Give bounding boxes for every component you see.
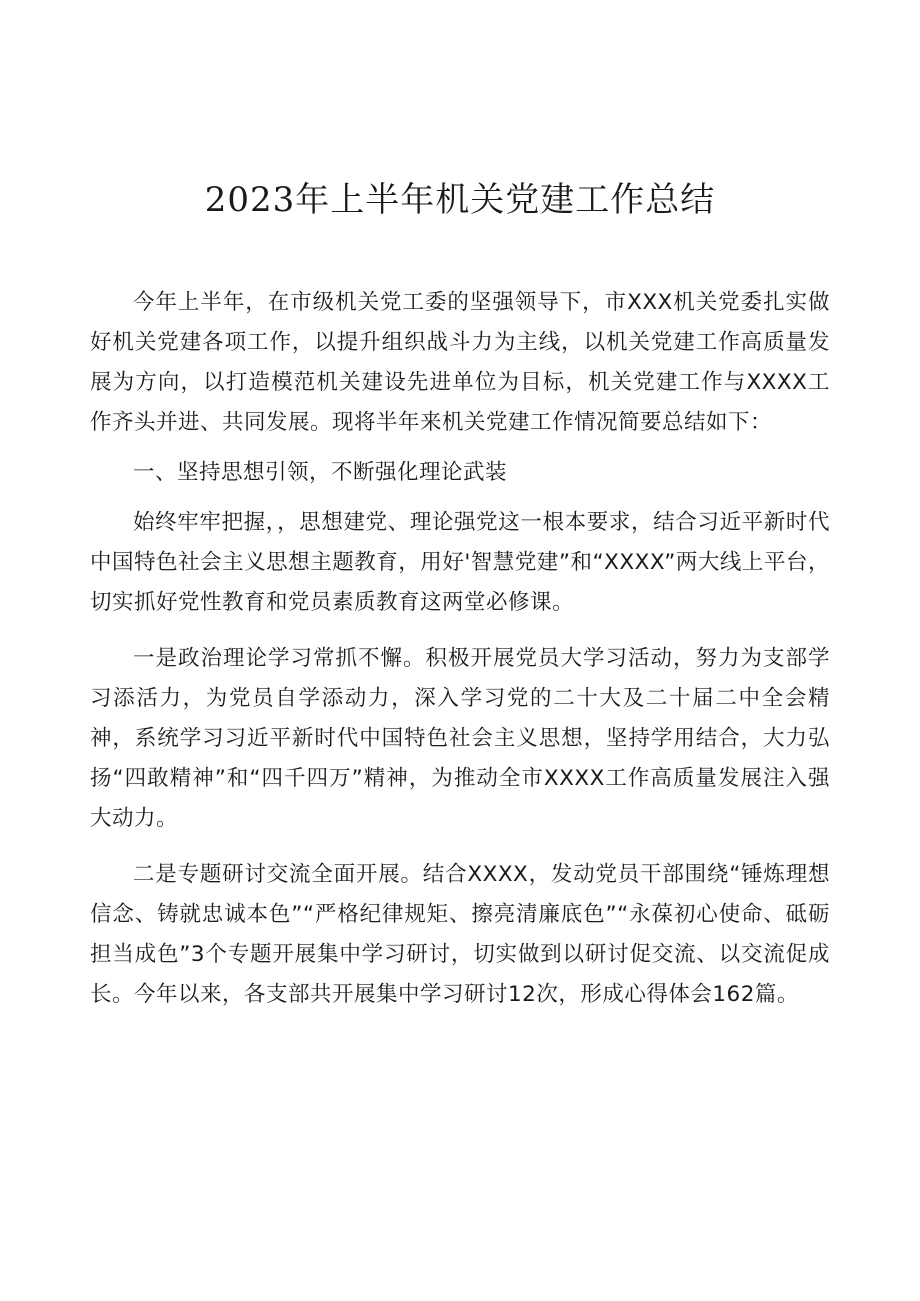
document-body — [90, 283, 830, 1015]
section1-paragraph-3: 二是专题研讨交流全面开展。结合XXXX，发动党员干部围绕“锤炼理想信念、铸就忠诚本色”“严格纪律规矩、擦亮清廉底色”“永葆初心使命、砥砺担当成色”3个专题开展集中学习研讨，切实做到以研讨促交流、以交流促成长。今年以来，各支部共开展集中学习研讨12次，形成心得体会162篇。 — [90, 862, 830, 1007]
section1-paragraph-2: 一是政治理论学习常抓不懈。积极开展党员大学习活动，努力为支部学习添活力，为党员自学添动力，深入学习党的二十大及二十届二中全会精神，系统学习习近平新时代中国特色社会主义思想，坚持学用结合，大力弘扬“四敢精神”和“四千四万”精神，为推动全市XXXX工作高质量发展注入强大动力。 — [90, 646, 830, 831]
section-heading-1: 一、坚持思想引领，不断强化理论武装 — [133, 460, 508, 485]
document-title: 2023年上半年机关党建工作总结 — [204, 180, 716, 220]
section1-paragraph-1: 始终牢牢把握，，思想建党、理论强党这一根本要求，结合习近平新时代中国特色社会主义思想主题教育，用好'智慧党建”和“XXXX”两大线上平台，切实抓好党性教育和党员素质教育这两堂必修课。 — [90, 510, 830, 615]
intro-paragraph: 今年上半年，在市级机关党工委的坚强领导下，市XXX机关党委扎实做好机关党建各项工作，以提升组织战斗力为主线，以机关党建工作高质量发展为方向，以打造模范机关建设先进单位为目标，机关党建工作与XXXX工作齐头并进、共同发展。现将半年来机关党建工作情况简要总结如下： — [90, 290, 830, 435]
